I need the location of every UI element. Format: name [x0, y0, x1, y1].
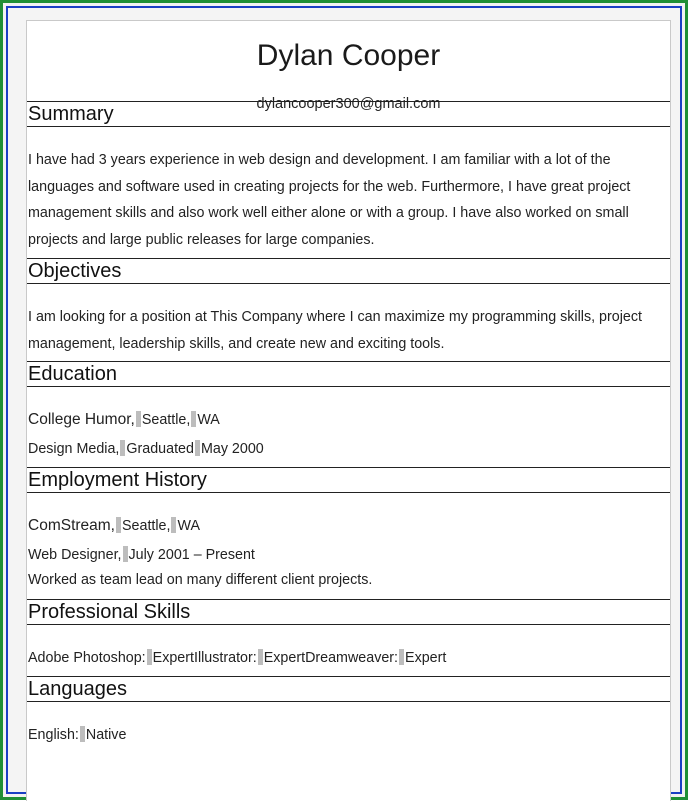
employment-dates: July 2001 – Present [128, 547, 255, 563]
separator [147, 649, 152, 665]
education-state: WA [197, 412, 220, 428]
employment-role: Web Designer, [28, 547, 122, 563]
skills-heading: Professional Skills [27, 599, 670, 625]
education-city: Seattle, [141, 412, 191, 428]
skill-item: Adobe Photoshop: [28, 650, 146, 666]
language-level: Native [85, 727, 127, 743]
education-school: College Humor, [28, 411, 135, 428]
education-line-2 [28, 440, 264, 457]
employment-line-2 [28, 546, 255, 563]
separator [191, 411, 196, 427]
objectives-heading: Objectives [27, 258, 670, 284]
languages-heading: Languages [27, 676, 670, 702]
skills-line [28, 649, 446, 666]
separator [80, 726, 85, 742]
education-heading: Education [27, 361, 670, 387]
separator [136, 411, 141, 427]
separator [123, 546, 128, 562]
separator [171, 517, 176, 533]
education-date: May 2000 [200, 441, 264, 457]
language-name: English: [28, 727, 79, 743]
separator [195, 440, 200, 456]
separator [258, 649, 263, 665]
summary-heading: Summary [27, 101, 670, 127]
employment-state: WA [177, 518, 200, 534]
separator [120, 440, 125, 456]
skill-item: ExpertDreamweaver: [263, 650, 399, 666]
employment-city: Seattle, [122, 518, 171, 534]
resume-email: dylancooper300@gmail.com [256, 96, 441, 112]
education-program: Design Media, [28, 441, 120, 457]
employment-company: ComStream, [28, 517, 115, 534]
resume-page [26, 20, 671, 801]
employment-description: Worked as team lead on many different client projects. [28, 572, 373, 588]
education-line-1 [28, 411, 220, 429]
separator [116, 517, 121, 533]
objectives-text: I am looking for a position at This Company where I can maximize my programming skills, project management, leadership skills, and create new and exciting tools. [28, 309, 642, 352]
employment-line-1 [28, 517, 200, 535]
employment-heading: Employment History [27, 467, 670, 493]
resume-name: Dylan Cooper [256, 39, 441, 72]
education-status: Graduated [126, 441, 194, 457]
skill-item: ExpertIllustrator: [152, 650, 257, 666]
separator [399, 649, 404, 665]
summary-text: I have had 3 years experience in web design and development. I am familiar with a lot of the languages and software used in creating projects for the web. Furthermore, I have great project management skills and also work well either alone or with a group. I have also worked on small projects and large public releases for large companies. [28, 152, 631, 248]
languages-line [28, 726, 126, 743]
skill-item: Expert [405, 650, 447, 666]
